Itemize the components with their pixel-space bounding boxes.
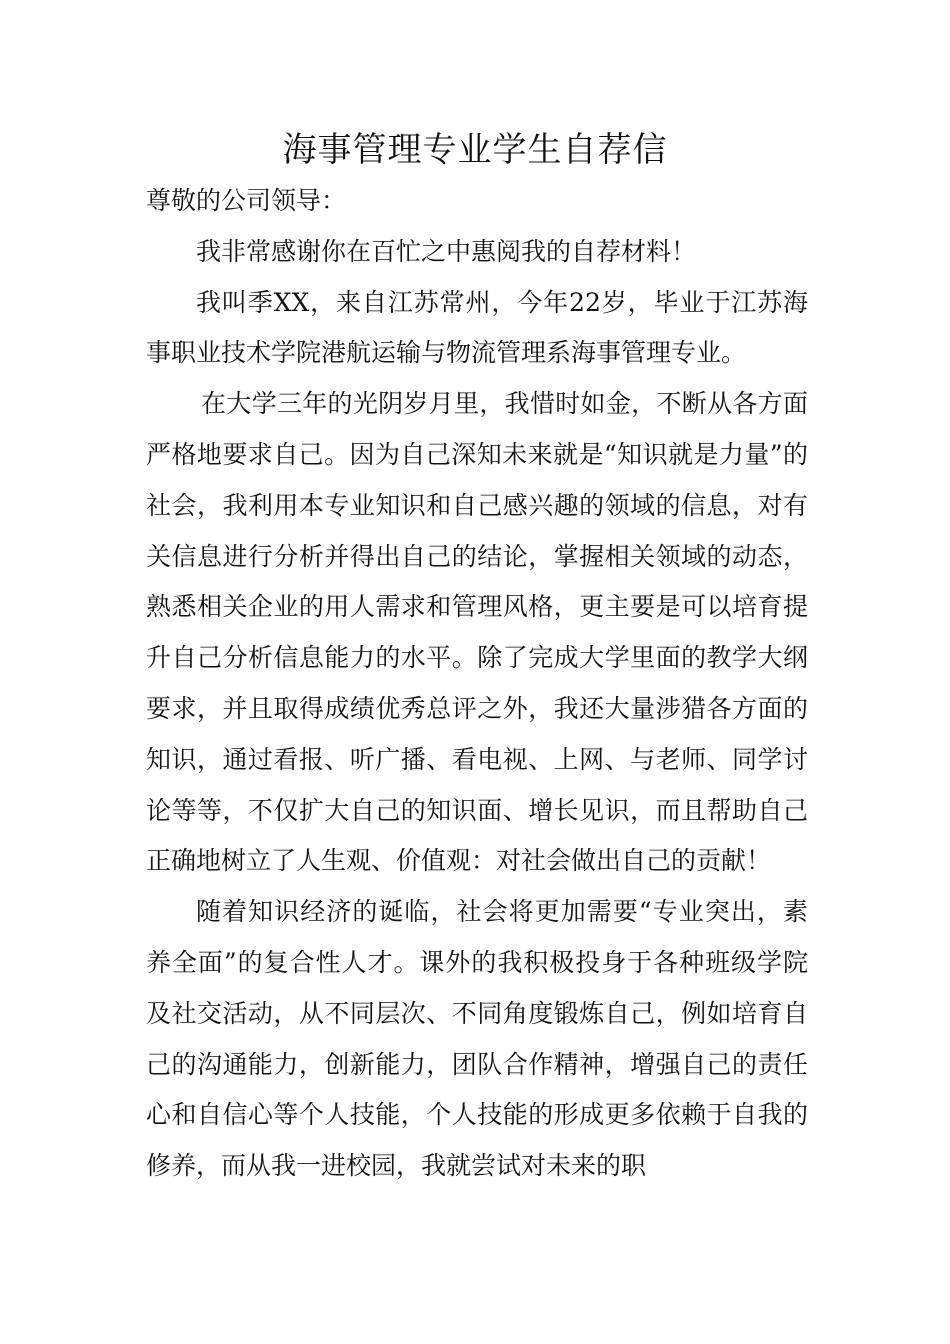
paragraph-thanks: 我非常感谢你在百忙之中惠阅我的自荐材料！ bbox=[196, 236, 697, 266]
paragraph-studies: 在大学三年的光阴岁月里，我惜时如金，不断从各方面严格地要求自己。因为自己深知未来就是“知识就是力量”的社会，我利用本专业知识和自己感兴趣的领域的信息，对有关信息进行分析并得出自己的结论，掌握相关领域的动态，熟悉相关企业的用人需求和管理风格，更主要是可以培育提升自己分析信息能力的水平。除了完成大学里面的教学大纲要求，并且取得成绩优秀总评之外，我还大量涉猎各方面的知识，通过看报、听广播、看电视、上网、与老师、同学讨论等等，不仅扩大自己的知识面、增长见识，而且帮助自己正确地树立了人生观、价值观：对社会做出自己的贡献！ bbox=[146, 389, 808, 876]
letter-body bbox=[146, 176, 808, 1192]
salutation: 尊敬的公司领导： bbox=[146, 186, 347, 215]
document-title: 海事管理专业学生自荐信 bbox=[282, 130, 668, 170]
paragraph-introduction: 我叫季XX，来自江苏常州，今年22岁，毕业于江苏海事职业技术学院港航运输与物流管理系海事管理专业。 bbox=[146, 287, 808, 368]
paragraph-activities: 随着知识经济的诞临，社会将更加需要“专业突出，素养全面”的复合性人才。课外的我积极投身于各种班级学院及社交活动，从不同层次、不同角度锻炼自己，例如培育自己的沟通能力，创新能力，团队合作精神，增强自己的责任心和自信心等个人技能，个人技能的形成更多依赖于自我的修养，而从我一进校园，我就尝试对未来的职 bbox=[146, 897, 808, 1181]
